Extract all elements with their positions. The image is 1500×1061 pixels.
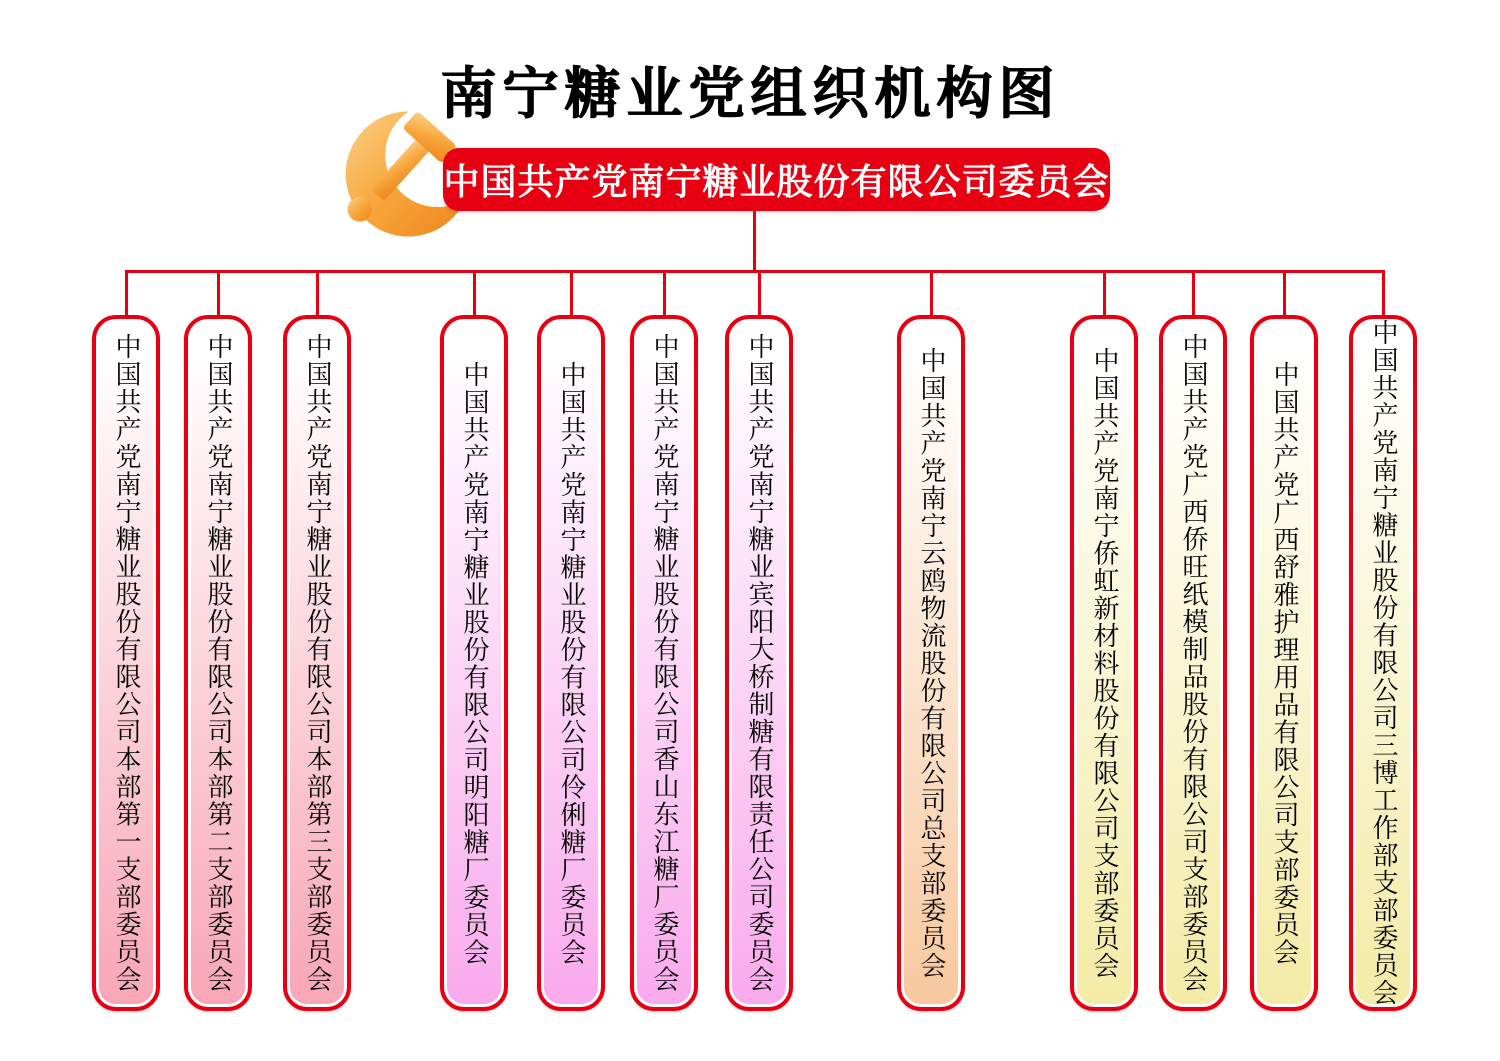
connector-stub <box>758 270 761 319</box>
connector-stub <box>316 270 319 319</box>
branch-label: 中国共产党南宁糖业股份有限公司明阳糖厂委员会 <box>459 360 489 966</box>
root-committee-banner <box>443 148 1110 211</box>
branch-label: 中国共产党南宁侨虹新材料股份有限公司支部委员会 <box>1089 346 1119 980</box>
branch-box <box>1159 315 1227 1011</box>
page-title: 南宁糖业党组织机构图 <box>440 61 1060 127</box>
branch-label: 中国共产党南宁糖业股份有限公司本部第一支部委员会 <box>111 333 141 993</box>
connector-stub <box>473 270 476 319</box>
branch-box <box>184 315 252 1011</box>
connector-stub <box>1192 270 1195 319</box>
branch-box <box>725 315 793 1011</box>
connector-stub <box>663 270 666 319</box>
branch-label: 中国共产党南宁糖业股份有限公司本部第三支部委员会 <box>302 333 332 993</box>
connector-stub <box>1283 270 1286 319</box>
connector-root-drop <box>753 211 756 272</box>
branch-box <box>283 315 351 1011</box>
branch-label: 中国共产党南宁糖业股份有限公司本部第二支部委员会 <box>203 333 233 993</box>
branch-box <box>630 315 698 1011</box>
branch-box <box>537 315 605 1011</box>
connector-stub <box>570 270 573 319</box>
branch-label: 中国共产党南宁糖业股份有限公司三博工作部支部委员会 <box>1368 319 1398 1007</box>
branch-box <box>1250 315 1318 1011</box>
branch-label: 中国共产党南宁糖业股份有限公司香山东江糖厂委员会 <box>649 333 679 993</box>
branch-label: 中国共产党南宁云鸥物流股份有限公司总支部委员会 <box>916 346 946 980</box>
branch-label: 中国共产党广西侨旺纸模制品股份有限公司支部委员会 <box>1178 333 1208 993</box>
connector-stub <box>217 270 220 319</box>
root-committee-label: 中国共产党南宁糖业股份有限公司委员会 <box>443 162 1110 203</box>
connector-stub <box>930 270 933 319</box>
branch-box <box>1070 315 1138 1011</box>
connector-stub <box>1382 270 1385 319</box>
connector-stub <box>1103 270 1106 319</box>
connector-bus <box>125 270 1385 273</box>
branch-box <box>1349 315 1417 1011</box>
branch-box <box>440 315 508 1011</box>
branch-label: 中国共产党广西舒雅护理用品有限公司支部委员会 <box>1269 360 1299 966</box>
connector-stub <box>125 270 128 319</box>
branch-label: 中国共产党南宁糖业股份有限公司伶俐糖厂委员会 <box>556 360 586 966</box>
branch-box <box>897 315 965 1011</box>
branch-box <box>92 315 160 1011</box>
branch-label: 中国共产党南宁糖业宾阳大桥制糖有限责任公司委员会 <box>744 333 774 993</box>
